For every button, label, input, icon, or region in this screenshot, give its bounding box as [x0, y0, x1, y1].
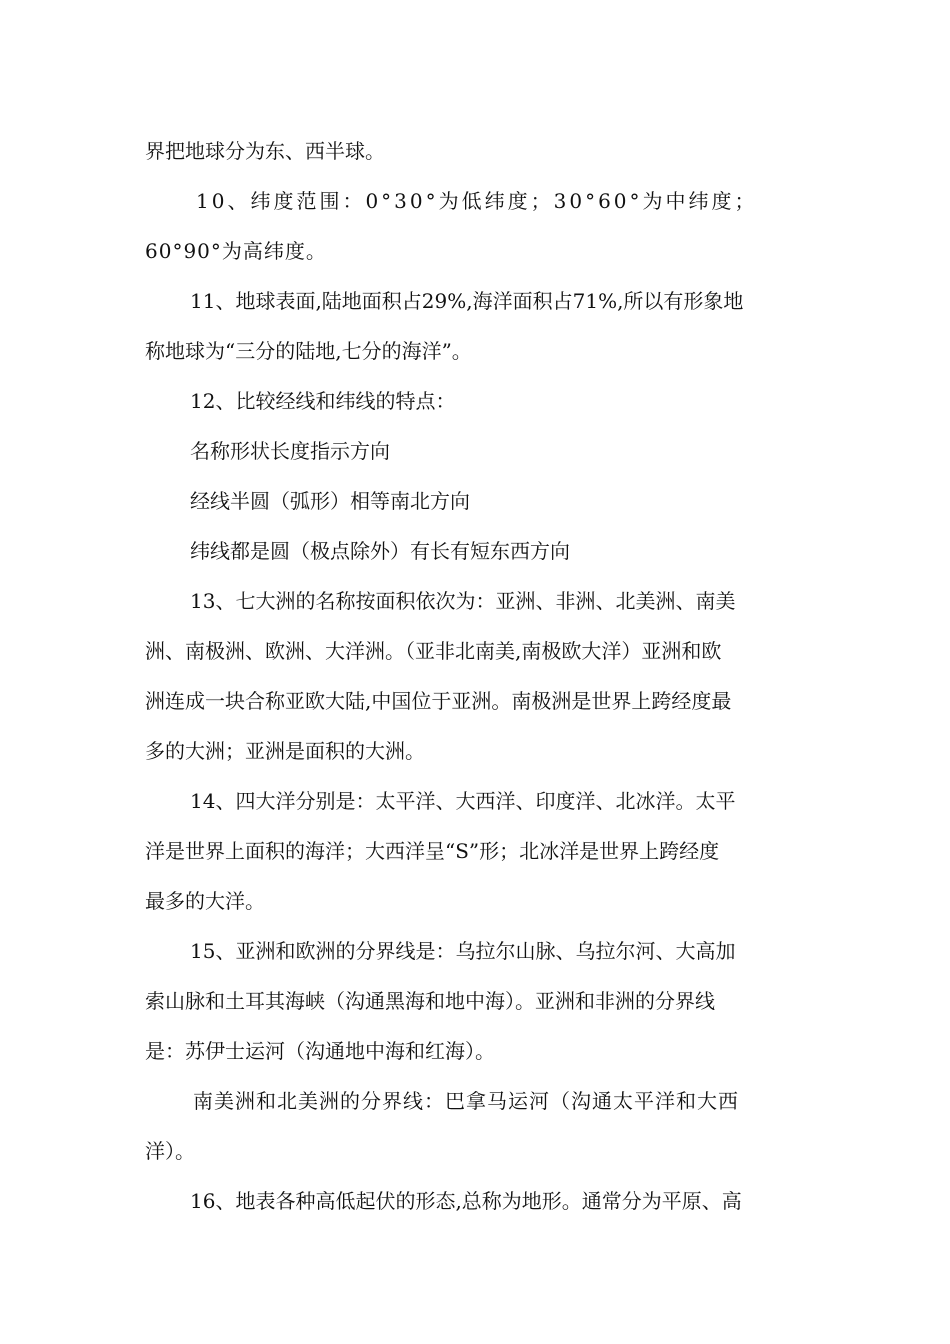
text-line: 界把地球分为东、西半球。 — [145, 139, 385, 163]
text-line: 洲、南极洲、欧洲、大洋洲。（亚非北南美,南极欧大洋）亚洲和欧 — [145, 639, 722, 663]
text-line: 11、地球表面,陆地面积占29%,海洋面积占71%,所以有形象地 — [190, 289, 744, 313]
text-line: 称地球为“三分的陆地,七分的海洋”。 — [145, 339, 472, 363]
text-line: 最多的大洋。 — [145, 889, 265, 913]
text-line: 多的大洲；亚洲是面积的大洲。 — [145, 739, 425, 763]
text-line: 14、四大洋分别是：太平洋、大西洋、印度洋、北冰洋。太平 — [190, 789, 736, 813]
text-line: 索山脉和土耳其海峡（沟通黑海和地中海）。亚洲和非洲的分界线 — [145, 989, 715, 1013]
text-line: 洋）。 — [145, 1139, 195, 1163]
text-line: 60°90°为高纬度。 — [145, 239, 327, 263]
text-line: 10、纬度范围：0°30°为低纬度；30°60°为中纬度； — [196, 189, 758, 213]
text-line: 13、七大洲的名称按面积依次为：亚洲、非洲、北美洲、南美 — [190, 589, 736, 613]
text-line: 16、地表各种高低起伏的形态,总称为地形。通常分为平原、高 — [190, 1189, 742, 1213]
text-line: 15、亚洲和欧洲的分界线是：乌拉尔山脉、乌拉尔河、大高加 — [190, 939, 736, 963]
text-line: 洲连成一块合称亚欧大陆,中国位于亚洲。南极洲是世界上跨经度最 — [145, 689, 732, 713]
text-line: 12、比较经线和纬线的特点： — [190, 389, 456, 413]
text-line: 南美洲和北美洲的分界线：巴拿马运河（沟通太平洋和大西 — [193, 1089, 739, 1113]
text-line: 名称形状长度指示方向 — [190, 439, 390, 463]
text-line: 是：苏伊士运河（沟通地中海和红海）。 — [145, 1039, 495, 1063]
text-line: 纬线都是圆（极点除外）有长有短东西方向 — [190, 539, 570, 563]
text-line: 洋是世界上面积的海洋；大西洋呈“S”形；北冰洋是世界上跨经度 — [145, 839, 720, 863]
text-line: 经线半圆（弧形）相等南北方向 — [190, 489, 470, 513]
